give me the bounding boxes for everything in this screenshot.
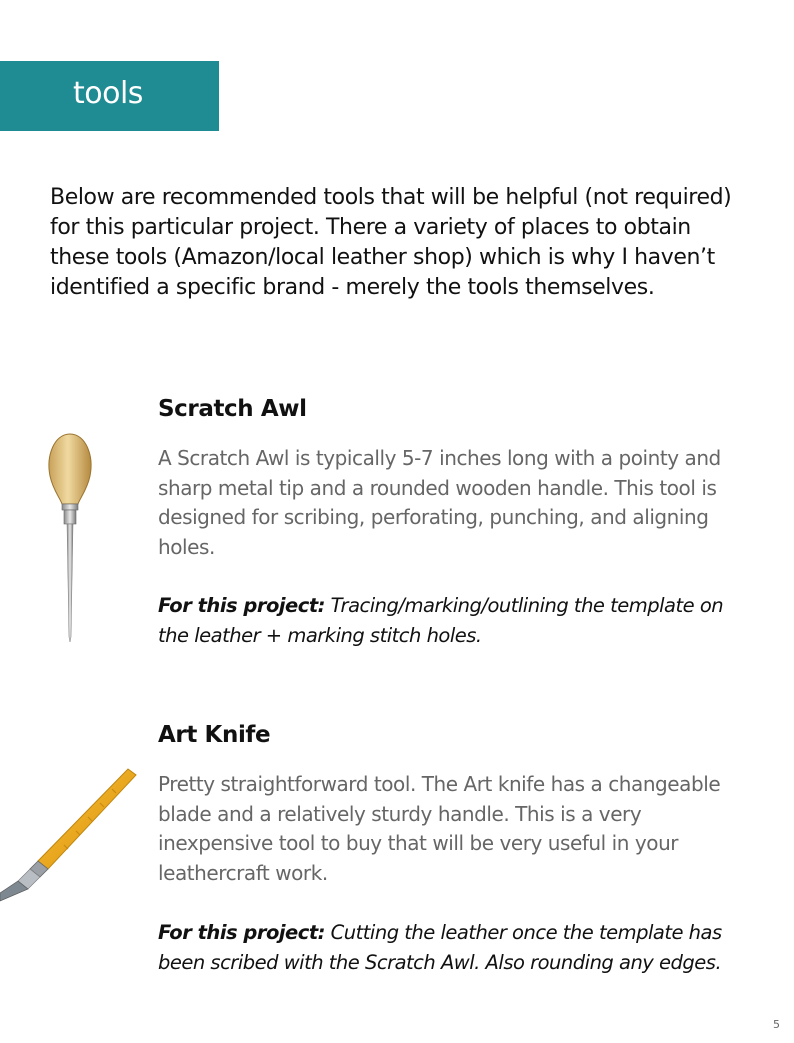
art-knife-icon [0,765,140,905]
art-knife-description: Pretty straightforward tool. The Art knife has a changeable blade and a relatively sturdy handle. This is a very inexpensive tool to buy that will be very useful in your leathercraft work. [158,772,721,885]
scratch-awl-title: Scratch Awl [158,396,307,422]
project-note-label: For this project: [158,594,325,617]
intro-paragraph: Below are recommended tools that will be helpful (not required) for this particular project. There a variety of places to obtain these tools (Amazon/local leather shop) which is why I haven’t identified a specific brand - merely the tools themselves. [50,185,732,300]
art-knife-project-note [158,918,758,977]
scratch-awl-icon [40,432,100,644]
page-number: 5 [773,1018,780,1031]
section-title: tools [73,76,143,111]
art-knife-title: Art Knife [158,722,271,748]
scratch-awl-description: A Scratch Awl is typically 5-7 inches long with a pointy and sharp metal tip and a rounded wooden handle. This tool is designed for scribing, perforating, punching, and aligning holes. [158,446,721,559]
project-note-label: For this project: [158,921,325,944]
project-note-text: Cutting the leather once the template has been scribed with the Scratch Awl. Also rounding any edges. [158,921,722,974]
scratch-awl-project-note [158,591,758,650]
project-note-text: Tracing/marking/outlining the template on the leather + marking stitch holes. [158,594,724,647]
